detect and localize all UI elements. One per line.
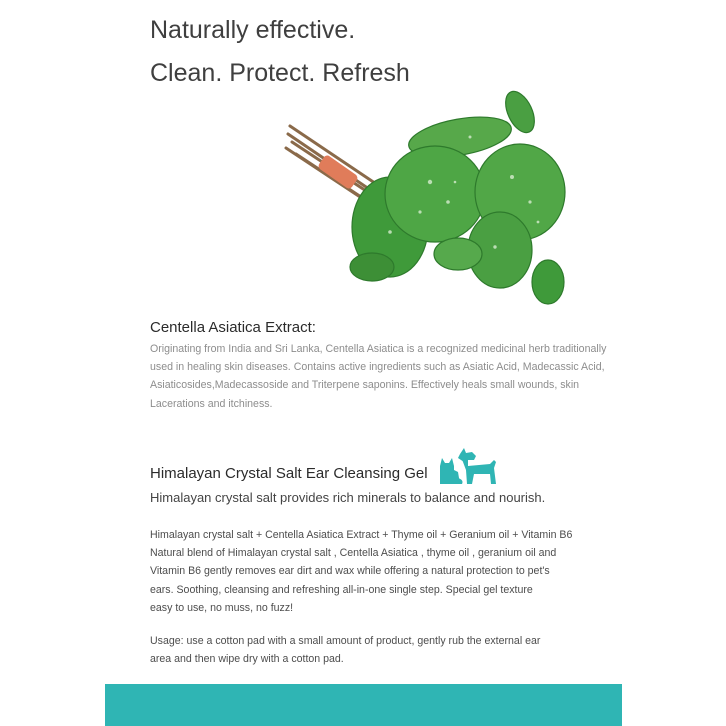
ingredients-line: Natural blend of Himalayan crystal salt , Centella Asiatica , thyme oil , geranium oil and — [150, 547, 557, 560]
centella-herb-image — [280, 82, 580, 317]
ingredients-paragraph — [150, 526, 620, 617]
headline-line-2: Clean. Protect. Refresh — [150, 59, 410, 87]
usage-paragraph — [150, 632, 620, 668]
headline-line-1: Naturally effective. — [150, 16, 356, 44]
usage-line: area and then wipe dry with a cotton pad. — [150, 653, 344, 666]
product-subtitle: Himalayan crystal salt provides rich minerals to balance and nourish. — [150, 490, 546, 505]
ingredients-line: Himalayan crystal salt + Centella Asiatica Extract + Thyme oil + Geranium oil + Vitamin B6 — [150, 529, 573, 541]
ingredients-line: easy to use, no muss, no fuzz! — [150, 601, 294, 614]
usage-line: Usage: use a cotton pad with a small amount of product, gently rub the external ear — [150, 635, 541, 647]
ingredients-line: ears. Soothing, cleansing and refreshing all-in-one single step. Special gel texture — [150, 583, 533, 596]
ingredients-line: Vitamin B6 gently removes ear dirt and wax while offering a natural protection to pet's — [150, 565, 550, 578]
teal-footer-band — [105, 684, 622, 726]
centella-description: Originating from India and Sri Lanka, Centella Asiatica is a recognized medicinal herb traditionally used in healing skin diseases. Contains active ingredients such as Asiatic Acid, Madecassic Acid, Asiaticosides,Madecassoside and Triterpene saponins. Effectively heals small wounds, skin Lacerations and itchiness. — [150, 343, 607, 410]
product-title: Himalayan Crystal Salt Ear Cleansing Gel — [150, 465, 428, 482]
cat-and-dog-icon — [438, 444, 500, 484]
centella-title: Centella Asiatica Extract: — [150, 319, 316, 336]
